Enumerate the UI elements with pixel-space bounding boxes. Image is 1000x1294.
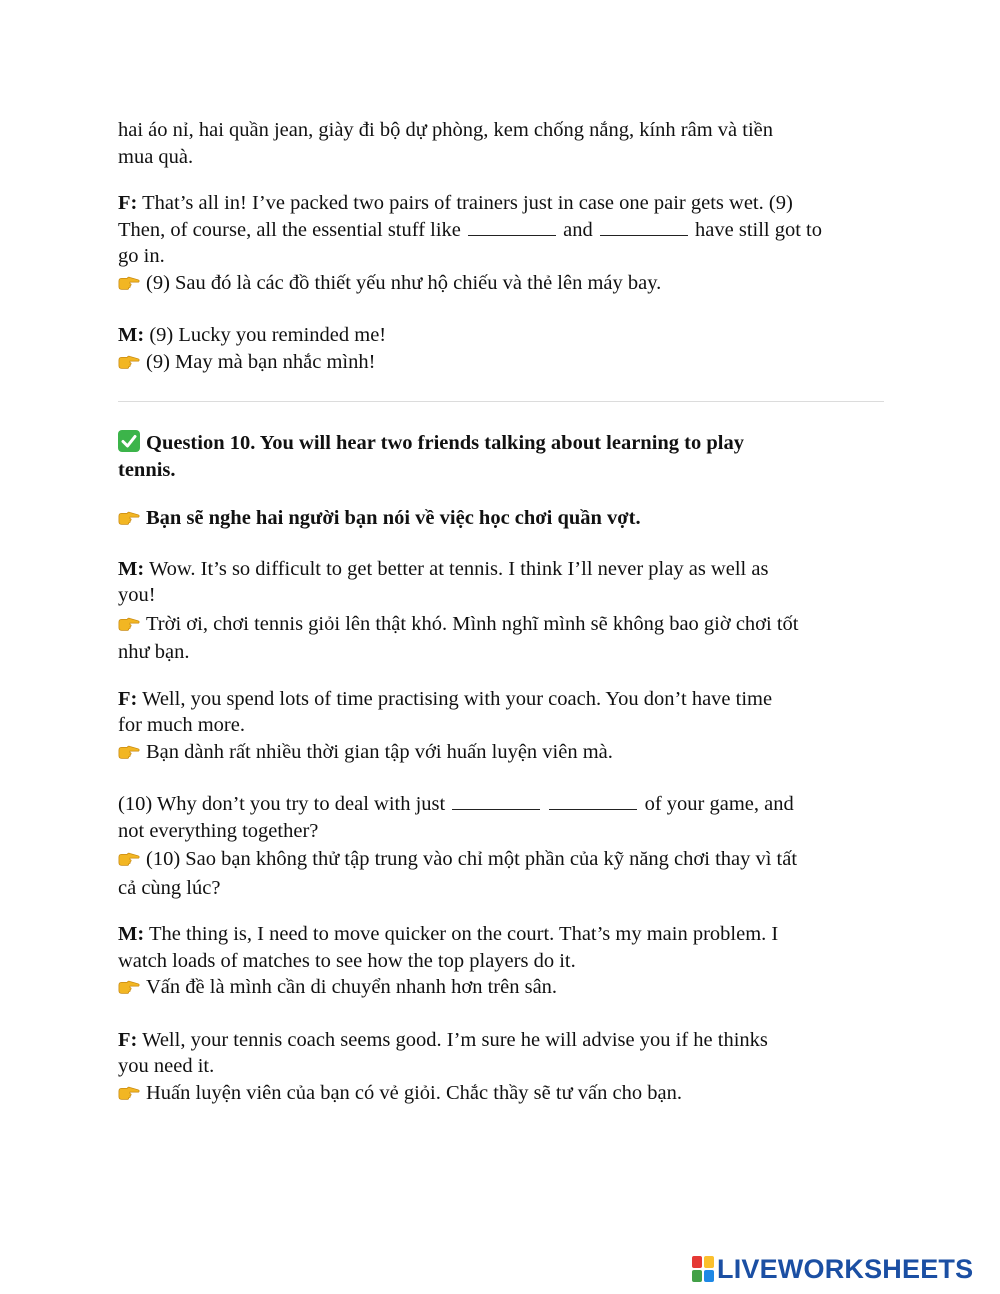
translation-text: cả cùng lúc?: [118, 876, 221, 899]
dialogue-m10b: [118, 921, 888, 1001]
dialogue-text: Well, your tennis coach seems good. I’m sure he will advise you if he thinks: [142, 1028, 768, 1051]
pointing-hand-icon: [118, 275, 140, 291]
liveworksheets-logo: [692, 1252, 973, 1286]
dialogue-text: Then, of course, all the essential stuff like: [118, 218, 461, 241]
speaker-label: M:: [118, 324, 145, 346]
speaker-label: M:: [118, 923, 145, 945]
dialogue-m9: [118, 322, 888, 375]
pointing-hand-icon: [118, 510, 140, 526]
pointing-hand-icon: [118, 744, 140, 760]
speaker-label: M:: [118, 557, 145, 580]
dialogue-text: you!: [118, 584, 156, 606]
translation-text: như bạn.: [118, 641, 190, 663]
dialogue-text: (9) Lucky you reminded me!: [149, 324, 387, 346]
speaker-label: F:: [118, 192, 138, 214]
dialogue-text: The thing is, I need to move quicker on the court. That’s my main problem. I: [148, 923, 779, 945]
dialogue-text: you need it.: [118, 1055, 215, 1077]
translation-text: Trời ơi, chơi tennis giỏi lên thật khó. Mình nghĩ mình sẽ không bao giờ chơi tốt: [146, 612, 799, 635]
translation-text: Bạn dành rất nhiều thời gian tập với huấn luyện viên mà.: [146, 740, 613, 763]
dialogue-text: Well, you spend lots of time practising with your coach. You don’t have time: [142, 687, 773, 710]
translation-text: (9) May mà bạn nhắc mình!: [146, 350, 376, 373]
dialogue-text: for much more.: [118, 714, 245, 736]
blank-answer-field[interactable]: [549, 793, 637, 810]
pointing-hand-icon: [118, 354, 140, 370]
dialogue-text: and: [563, 218, 593, 241]
speaker-label: F:: [118, 687, 138, 710]
dialogue-text: of your game, and: [644, 793, 794, 815]
check-mark-icon: [118, 430, 140, 452]
dialogue-f9: [118, 190, 888, 296]
pointing-hand-icon: [118, 1085, 140, 1101]
dialogue-f10a: [118, 686, 888, 766]
dialogue-f10b: [118, 791, 888, 901]
dialogue-text: not everything together?: [118, 819, 319, 842]
pointing-hand-icon: [118, 851, 140, 867]
blank-answer-field[interactable]: [600, 219, 688, 236]
logo-mark-icon: [692, 1256, 714, 1282]
question-title: Question 10. You will hear two friends talking about learning to play: [146, 432, 744, 454]
translation-text: (10) Sao bạn không thử tập trung vào chỉ một phần của kỹ năng chơi thay vì tất: [146, 848, 798, 870]
pointing-hand-icon: [118, 979, 140, 995]
dialogue-text: Wow. It’s so difficult to get better at tennis. I think I’ll never play as well as: [148, 557, 769, 580]
dialogue-text: (10) Why don’t you try to deal with just: [118, 793, 446, 815]
dialogue-text: watch loads of matches to see how the top players do it.: [118, 949, 576, 972]
translation-text: Vấn đề là mình cần di chuyển nhanh hơn trên sân.: [146, 976, 558, 998]
pointing-hand-icon: [118, 616, 140, 632]
document-body: [118, 117, 888, 1126]
section-divider: [118, 401, 884, 402]
logo-text: LIVEWORKSHEETS: [717, 1253, 974, 1284]
question-10-heading: [118, 430, 888, 483]
intro-line: hai áo nỉ, hai quần jean, giày đi bộ dự phòng, kem chống nắng, kính râm và tiền: [118, 119, 773, 141]
dialogue-text: go in.: [118, 245, 165, 267]
blank-answer-field[interactable]: [452, 793, 540, 810]
intro-line: mua quà.: [118, 145, 194, 168]
question-subtitle: Bạn sẽ nghe hai người bạn nói về việc học chơi quần vợt.: [146, 507, 641, 529]
blank-answer-field[interactable]: [468, 219, 556, 236]
dialogue-m10a: [118, 556, 888, 666]
dialogue-text: have still got to: [695, 218, 822, 241]
translation-text: Huấn luyện viên của bạn có vẻ giỏi. Chắc thầy sẽ tư vấn cho bạn.: [146, 1081, 682, 1104]
translation-text: (9) Sau đó là các đồ thiết yếu như hộ chiếu và thẻ lên máy bay.: [146, 271, 662, 294]
question-10-subtitle: [118, 505, 888, 532]
dialogue-text: That’s all in! I’ve packed two pairs of trainers just in case one pair gets wet. (9): [142, 192, 793, 214]
speaker-label: F:: [118, 1028, 138, 1051]
dialogue-f10c: [118, 1027, 888, 1107]
intro-paragraph: [118, 117, 888, 170]
question-title: tennis.: [118, 458, 176, 481]
